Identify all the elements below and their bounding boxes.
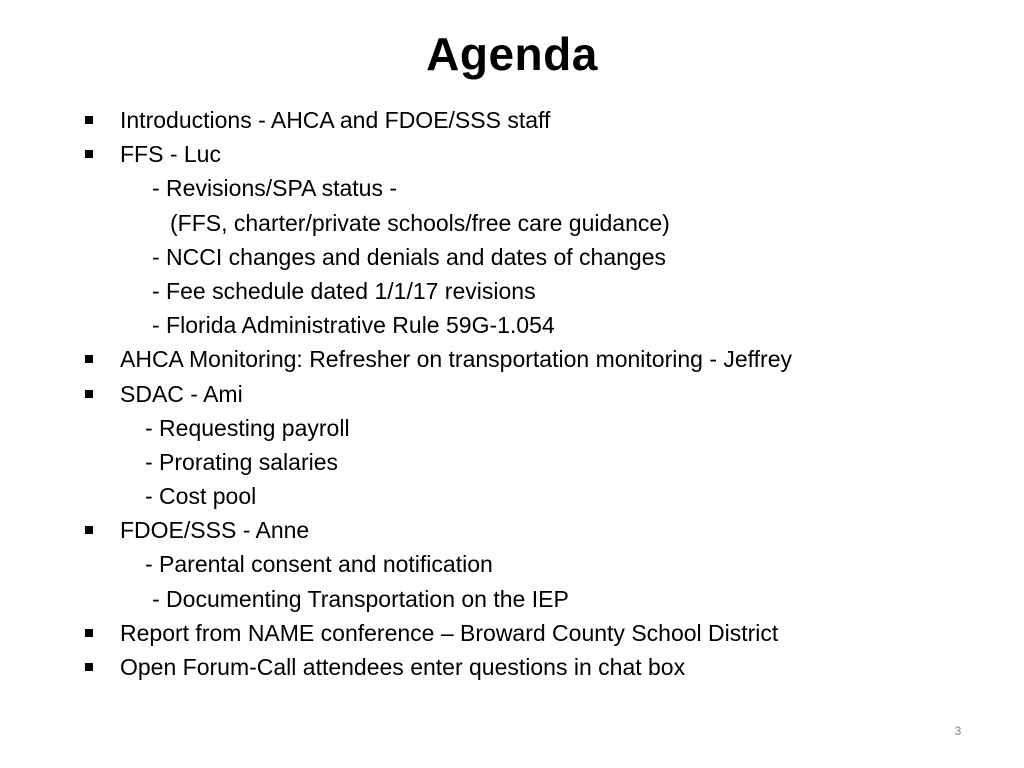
agenda-subitem-cost-pool xyxy=(0,479,1024,513)
agenda-subitem-text: - Fee schedule dated 1/1/17 revisions xyxy=(152,277,536,304)
square-bullet-icon xyxy=(85,629,93,637)
agenda-subitem-florida-rule xyxy=(0,308,1024,342)
agenda-item-ffs xyxy=(0,137,1024,171)
agenda-item-fdoe xyxy=(0,513,1024,547)
square-bullet-icon xyxy=(85,355,93,363)
agenda-subitem-text: - Prorating salaries xyxy=(145,448,339,475)
agenda-subitem-revisions xyxy=(0,171,1024,205)
square-bullet-icon xyxy=(85,663,93,671)
agenda-item-name-conference xyxy=(0,616,1024,650)
agenda-subitem-text: - Revisions/SPA status - xyxy=(152,175,397,202)
agenda-subitem-revisions-detail xyxy=(0,206,1024,240)
agenda-item-text: SDAC - Ami xyxy=(120,380,243,407)
agenda-subitem-fee-schedule xyxy=(0,274,1024,308)
square-bullet-icon xyxy=(85,526,93,534)
square-bullet-icon xyxy=(85,150,93,158)
agenda-subitem-text: - Florida Administrative Rule 59G-1.054 xyxy=(152,312,555,339)
agenda-item-text: Report from NAME conference – Broward County School District xyxy=(120,619,779,646)
agenda-item-text: Introductions - AHCA and FDOE/SSS staff xyxy=(120,107,551,133)
slide-title: Agenda xyxy=(426,28,598,80)
agenda-subitem-text: - Cost pool xyxy=(145,483,257,510)
agenda-subitem-text: (FFS, charter/private schools/free care guidance) xyxy=(170,209,670,236)
agenda-subitem-transportation-iep xyxy=(0,582,1024,616)
agenda-item-introductions xyxy=(0,103,1024,137)
page-number: 3 xyxy=(954,724,962,738)
agenda-item-open-forum xyxy=(0,650,1024,684)
agenda-subitem-text: - Requesting payroll xyxy=(145,414,350,441)
agenda-subitem-parental-consent xyxy=(0,547,1024,581)
agenda-subitem-text: - NCCI changes and denials and dates of changes xyxy=(152,243,666,270)
square-bullet-icon xyxy=(85,116,93,124)
agenda-subitem-text: - Parental consent and notification xyxy=(145,551,493,578)
agenda-item-text: AHCA Monitoring: Refresher on transportation monitoring - Jeffrey xyxy=(120,346,792,373)
agenda-subitem-payroll xyxy=(0,411,1024,445)
square-bullet-icon xyxy=(85,390,93,398)
agenda-item-text: FFS - Luc xyxy=(120,141,221,168)
agenda-subitem-ncci xyxy=(0,240,1024,274)
agenda-item-sdac xyxy=(0,377,1024,411)
agenda-subitem-text: - Documenting Transportation on the IEP xyxy=(152,585,569,612)
agenda-item-text: FDOE/SSS - Anne xyxy=(120,517,310,544)
agenda-item-text: Open Forum-Call attendees enter questions in chat box xyxy=(120,654,686,680)
agenda-item-ahca-monitoring xyxy=(0,342,1024,376)
agenda-list xyxy=(0,103,1024,684)
agenda-subitem-prorating xyxy=(0,445,1024,479)
